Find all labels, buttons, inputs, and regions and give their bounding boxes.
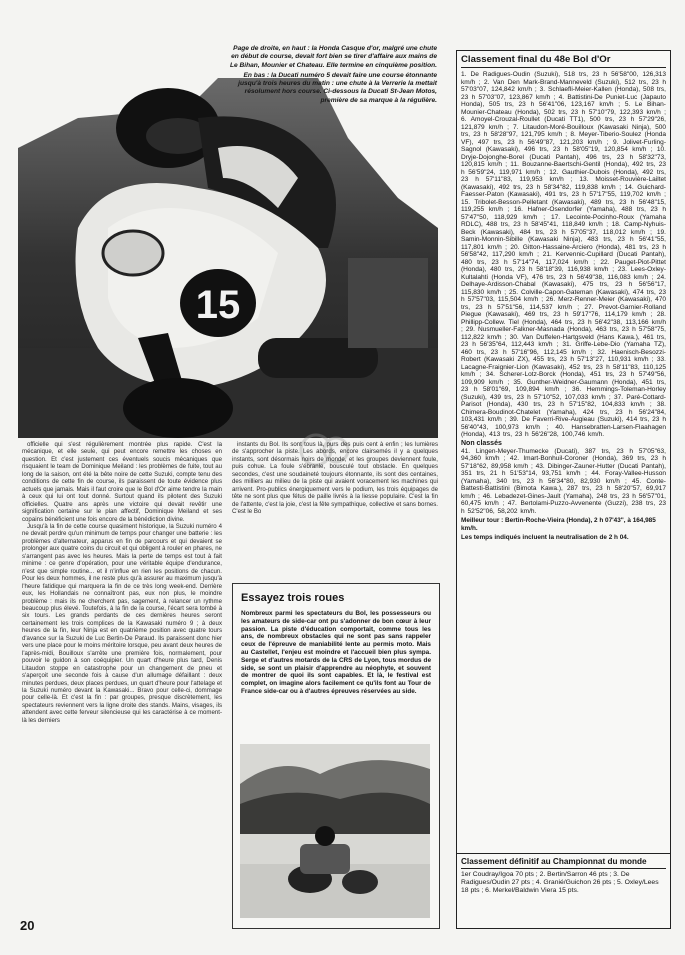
championship-title: Classement définitif au Championnat du monde xyxy=(461,857,666,869)
championship-text: 1er Coudray/Igoa 70 pts ; 2. Bertin/Sarron 46 pts ; 3. De Radigues/Oudin 27 pts ; 4. Granié/Guichon 26 pts ; 5. Oxley/Lees 18 pts ; 6. Merkel/Baldwin Viera 15 pts. xyxy=(461,871,659,894)
times-note: Les temps indiqués incluent la neutralisation de 2 h 04. xyxy=(461,534,629,541)
box-text: Nombreux parmi les spectateurs du Bol, les possesseurs ou les amateurs de side-car ont pu s'adonner de bon cœur à leur passion. La piste d'éducation comportait, comme tous les ans, de nombreux obstacles qui ne sont pas sans rappeler ceux de l'épreuve de maniabilité lente au permis moto. Mais au Castellet, l'enjeu est moindre et l'accueil bien plus sympa. Serge et d'autres motards de la CRS de Lyon, tous mordus de side, se sont un plaisir d'apprendre au néophyte, et souvent de montrer de quoi ils sont capables. Et là, le festival est complet, on imagine alors facilement ce qu'ils font au Tour de France side-car ou à d'autres épreuves réservées au side. xyxy=(241,610,431,695)
results-panel xyxy=(456,50,671,920)
results-list: 1. De Radigues-Oudin (Suzuki), 518 trs, 23 h 56'58"00, 126,313 km/h ; 2. Van Den Mark-Brand-Manneveld (Suzuki), 512 trs, 23 h 57'03"07, 124,842 km/h ; 3. Schlaefli-Meier-Kallen (Honda), 508 trs, 23 h 57'03"07, 123,867 km/h ; 4. Battistini-De Puniet-Luc (Japauto Honda), 505 trs, 23 h 56'41"06, 123,167 km/h ; 5. Le Bihan-Mounier-Chateau (Honda), 502 trs, 23 h 57'10"79, 122,393 km/h ; 6. Amoyel-Crouzal-Roullet (Ducati TT1), 500 trs, 23 h 57'29"26, 121,879 km/h ; 7. Litaudon-Moré-Bouilloux (Kawasaki Ninja), 500 trs, 23 h 58'28"97, 121,795 km/h ; 8. Meyer-Tiberio-Soulez (Honda VF), 497 trs, 23 h 56'49"87, 121,203 km/h ; 9. Jolivet-Furling-Sagnol (Kawasaki), 496 trs, 23 h 58'05"19, 120,854 km/h ; 10. Dryje-Dojonghe-Borel (Ducati Pantah), 496 trs, 23 h 58'32"73, 120,815 km/h ; 11. Bouzanne-Baertschi-Gentil (Honda), 492 trs, 23 h 56'59"24, 119,971 km/h ; 12. Gauthier-Dubois (Honda), 492 trs, 23 h 57'11"83, 119,953 km/h ; 13. Moisset-Rouvière-Lailtet (Kawasaki), 492 trs, 23 h 58'34"82, 119,838 km/h ; 14. Guichard-Faesser-Paton (Kawasaki), 491 trs, 23 h 57'17"55, 119,702 km/h ; 15. Tribolet-Besson-Pelletant (Kawasaki), 489 trs, 23 h 56'48"15, 119,255 km/h ; 16. Hafner-Osendorfer (Yamaha), 488 trs, 23 h 57'47"50, 118,929 km/h ; 17. Lecointe-Pocinho-Roux (Yamaha RDLC), 488 trs, 23 h 58'45"41, 118,849 km/h ; 18. Camp-Nyhuis-Beck (Kawasaki), 484 trs, 23 h 57'05"37, 118,012 km/h ; 19. Samin-Monnin-Sibille (Kawasaki Ninja), 483 trs, 23 h 56'41"55, 117,801 km/h ; 20. Gitton-Hassaine-Arciero (Honda), 481 trs, 23 h 56'58"42, 117,290 km/h ; 21. Kervennic-Cupillard (Ducati Pantah), 480 trs, 23 h 57'14"74, 117,024 km/h ; 22. Pauget-Piot-Pittet (Honda), 480 trs, 23 h 58'18"39, 116,938 km/h ; 23. Lees-Oxley-Kultalahti (Honda VF), 476 trs, 23 h 56'49"38, 116,083 km/h ; 24. Delhaye-Ardisson-Chabal (Kawasaki), 475 trs, 23 h 56'56"17, 115,830 km/h ; 25. Colville-Capon-Gateman (Kawasaki), 474 trs, 23 h 57'57"03, 115,504 km/h ; 26. Merz-Renner-Meier (Kawasaki), 470 trs, 23 h 57'51"56, 114,537 km/h ; 27. Prevot-Garnier-Rolland Piegue (Kawasaki), 469 trs, 23 h 59'17"76, 114,179 km/h ; 28. Phillipp-Collew. Tiel (Honda), 464 trs, 23 h 56'42"38, 113,166 km/h ; 29. Nusmueller-Falkner-Masnada (Honda), 463 trs, 23 h 57'58"75, 112,822 km/h ; 30. Van Duffelen-Hartgsveld (Hans Kawa.), 461 trs, 23 h 56'35"64, 112,443 km/h ; 31. Griffe-Lebe-Dio (Yamaha TZ), 460 trs, 23 h 57'16"96, 112,145 km/h ; 32. Haenisch-Besozzi-Robert (Kawasaki ZX), 455 trs, 23 h 57'13"27, 110,931 km/h ; 33. Lacagne-Fraignier-Lion (Kawasaki), 452 trs, 23 h 58'11"83, 110,125 km/h ; 34. Scherer-Lotz-Borck (Honda), 451 trs, 23 h 57'49"56, 109,909 km/h ; 35. Gunther-Weidner-Gaumann (Honda), 451 trs, 23 h 58'01"69, 109,894 km/h ; 36. Hemmings-Toleman-Horley (Suzuki), 439 trs, 23 h 57'10"52, 107,033 km/h ; 37. Paré-Cottard-Parisot (Honda), 430 trs, 23 h 57'15"82, 104,833 km/h ; 38. Chimera-Boudinot-Chatelet (Yamaha), 424 trs, 23 h 56'24"84, 103,431 km/h ; 39. De Faverri-Rive-Augieau (Suzuki), 414 trs, 23 h 56'40"43, 100,973 km/h ; 40. Hansebratten-Larsen-Flaahagen (Honda), 413 trs, 23 h 56'26"28, 100,746 km/h. xyxy=(461,71,666,438)
article-paragraph: instants du Bol. Ils sont tous là, purs des puis cent à enfin ; les lumières de s'approcher la piste. Les abords, encore clairsemés il y a quelques instants, sont désormais noirs de monde, et les groupes deviennent foule, puis cohue. La foule s'ébranle, bousculé tout obstacle. En quelques secondes, c'est une soudaineté toujours étonnante, ils sont des centaines, des milliers au milieu de la piste qui avaient voracement les machines qui arrivent. Pro-publics énergiquement vers le podium, les trois équipages de tête ne sont plus que fétus de paille livrés à la liesse populaire. C'est la fin de l'attente, c'est la joie, c'est la fête sympathique, collective et sans bornes. C'est le Bo xyxy=(232,441,438,516)
best-lap: Meilleur tour : Bertin-Roche-Vieira (Honda), 2 h 07'43", à 164,985 km/h. xyxy=(461,517,656,532)
caption-top: Page de droite, en haut : la Honda Casque d'or, malgré une chute en début de course, devait fort bien se tirer d'affaire aux mains de Le Bihan, Mounier et Chateau. Elle termine en cinquième position. xyxy=(229,45,437,69)
box-title: Essayez trois roues xyxy=(241,592,345,604)
article-column-2 xyxy=(232,441,438,577)
sidecar-box xyxy=(232,583,440,929)
non-classes-heading: Non classés xyxy=(461,439,502,447)
page-number: 20 xyxy=(20,918,35,933)
photo-caption xyxy=(225,45,437,107)
article-paragraph: officielle qui s'est régulièrement montrée plus rapide. C'est la mécanique, et elle seule, qui peut encore remettre les choses en question. Et c'est justement ces éventuels soucis mécaniques que risquaient le team de Dominique Meiland : les problèmes de fuite, tout au long de la saison, ont été la bête noire de cette Suzuki, compte tenu des conditions de cette fin de course, ils paraissent de toute évidence plus actuels que jamais. Mais il faut croire que le Bol d'Or aime tendre la main à ceux qui lui ont tout donné. Surtout quand ils pilotent des Suzuki officielles. Quatre ans après une victoire qui devait revêtir une signification certaine sur le plan affectif, Dominique Meiland et ses copains bénéficient une fois encore de la bénédiction divine. xyxy=(22,441,222,523)
caption-bottom: En bas : la Ducati numéro 5 devait faire une course étonnante jusqu'à trois heures du matin : une chute à la Verrerie la mettait résolument hors course. Ci-dessous la Ducati St-Jean Motos, première de sa marque à la régulière. xyxy=(238,71,437,104)
results-title: Classement final du 48e Bol d'Or xyxy=(461,54,666,68)
article-paragraph: Jusqu'à la fin de cette course quasiment historique, la Suzuki numéro 4 ne devait perdre qu'un minimum de temps pour changer une batterie : les problèmes d'alternateur, apparus en fin de parcours et qui devaient se prolonger aux quatre coins du circuit et qui obligent à rouler en phares, ne s'arrangent pas avec les heures. Mais la perte de temps est tout à fait minime : ce genre d'opération, pour une véritable équipe d'endurance, n'est que simple routine... et il n'influe en rien les positions de chacun. Pour les deux hommes, il ne reste plus qu'à assurer au maximum jusqu'à l'heure fatidique qui marquera la fin de ce très long week-end. Derrière eux, les Hollandais ne connaîtront pas, eux non plus, le moindre problème : mais ils ne cherchent pas, sagement, à relancer un rythme beaucoup plus élevé. Toutefois, à la fin de la course, l'écart sera tombé à six tours. Les grands perdants de ces dernières heures seront certainement les trois complices de la Kawasaki numéro 9 ; à deux heures de la fin, leur Ninja est en quatrième position avec quatre tours d'avance sur la Suzuki de Luc Bertin-De Paraud. Ils paraissent donc hier vers une place pour le moins méritoire lorsque, peu avant deux heures de l'après-midi, Bouilloux s'arrête une première fois, normalement, pour pouvoir le guidon à son coéquipier. Un quart d'heure plus tard, Denis Litaudon stoppe en catastrophe pour un changement de pneu et s'aperçoit une seconde fois à cause d'un allumage défaillant : deux minutes perdues, deux places perdues, un quart d'heure pour l'attelage et la Suzuki numéro devant la Kawasaki... Bravo pour celle-ci, dommage pour celle-là. Et c'est la fin : par groupes, presque discrètement, les spectateurs reviennent vers la ligne droite des stands. Mains, visages, ils attendent avec cette ferveur silencieuse qui les caractérise à ce moment-là les derniers xyxy=(22,522,222,724)
main-photo xyxy=(18,78,438,438)
sidecar-photo xyxy=(240,744,430,918)
race-photo xyxy=(18,78,438,438)
non-classes-list: 41. Lingen-Meyer-Thumecke (Ducati), 387 trs, 23 h 57'05"63, 94,360 km/h ; 42. Imart-Bonhuil-Coroner (Honda), 369 trs, 23 h 57'18"62, 89,958 km/h ; 43. Dibinger-Zauner-Hutter (Ducati Pantah), 351 trs, 21 h 51'53"14, 93,751 km/h ; 44. Foray-Vallee-Husson (Yamaha), 340 trs, 23 h 56'34"80, 82,930 km/h ; 45. Conte-Battesti-Battistini (Bimota Kawa.), 287 trs, 23 h 58'20"57, 69,917 km/h ; 46. Lebadezet-Gines-Jault (Yamaha), 248 trs, 23 h 56'57"01, 60,475 km/h ; 47. Bertolami-Puzzo-Avvenente (Guzzi), 238 trs, 23 h 52'52"06, 58,202 km/h. xyxy=(461,447,666,515)
article-column-1 xyxy=(22,441,222,926)
championship-box xyxy=(456,853,671,929)
race-number: 15 xyxy=(195,283,241,327)
